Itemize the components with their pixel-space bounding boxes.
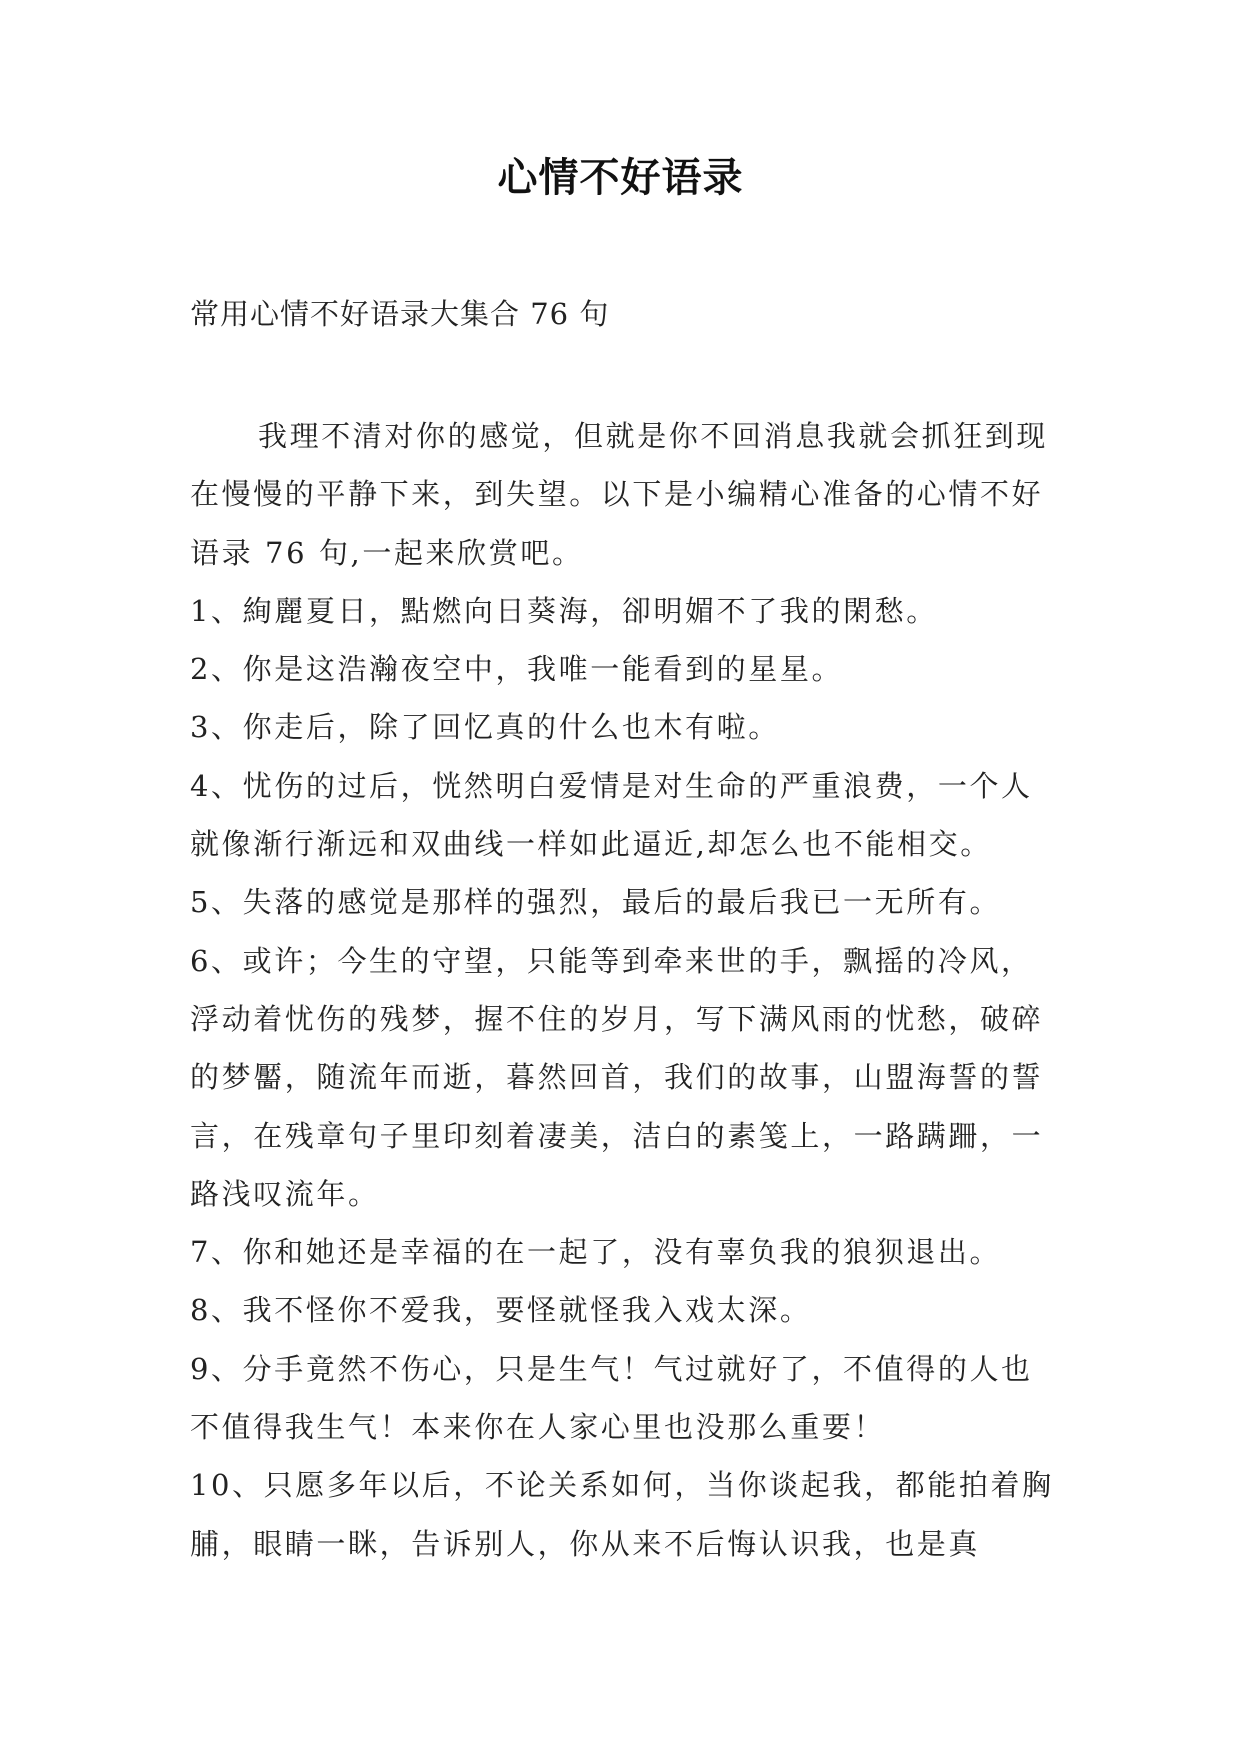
quote-item-6: 6、或许；今生的守望，只能等到牵来世的手，飘摇的冷风，浮动着忧伤的残梦，握不住的岁月，写下满风雨的忧愁，破碎的梦靨，随流年而逝，暮然回首，我们的故事，山盟海誓的誓言，在残章句子里印刻着凄美，洁白的素笺上，一路蹒跚，一路浅叹流年。 <box>190 943 1044 1211</box>
intro-paragraph: 我理不清对你的感觉，但就是你不回消息我就会抓狂到现在慢慢的平静下来，到失望。以下是小编精心准备的心情不好语录 76 句,一起来欣赏吧。 <box>190 419 1049 570</box>
quote-item-1: 1、絢麗夏日，點燃向日葵海，卻明媚不了我的閑愁。 <box>190 593 938 628</box>
quote-item-10: 10、只愿多年以后，不论关系如何，当你谈起我，都能拍着胸脯，眼睛一眯，告诉别人，你从来不后悔认识我，也是真 <box>190 1468 1054 1561</box>
document-subtitle: 常用心情不好语录大集合 76 句 <box>190 297 610 331</box>
quote-item-4: 4、忧伤的过后，恍然明白爱情是对生命的严重浪费，一个人就像渐行渐远和双曲线一样如此逼近,却怎么也不能相交。 <box>190 768 1033 862</box>
document-body <box>190 407 1060 1573</box>
quote-item-9: 9、分手竟然不伤心，只是生气！气过就好了，不值得的人也不值得我生气！本来你在人家心里也没那么重要！ <box>190 1351 1033 1445</box>
document-title: 心情不好语录 <box>497 155 744 201</box>
quote-item-3: 3、你走后，除了回忆真的什么也木有啦。 <box>190 710 780 745</box>
quote-item-8: 8、我不怪你不爱我，要怪就怪我入戏太深。 <box>190 1293 812 1328</box>
quote-item-5: 5、失落的感觉是那样的强烈，最后的最后我已一无所有。 <box>190 885 1002 920</box>
quote-item-7: 7、你和她还是幸福的在一起了，没有辜负我的狼狈退出。 <box>190 1235 1002 1270</box>
quote-item-2: 2、你是这浩瀚夜空中，我唯一能看到的星星。 <box>190 652 844 687</box>
